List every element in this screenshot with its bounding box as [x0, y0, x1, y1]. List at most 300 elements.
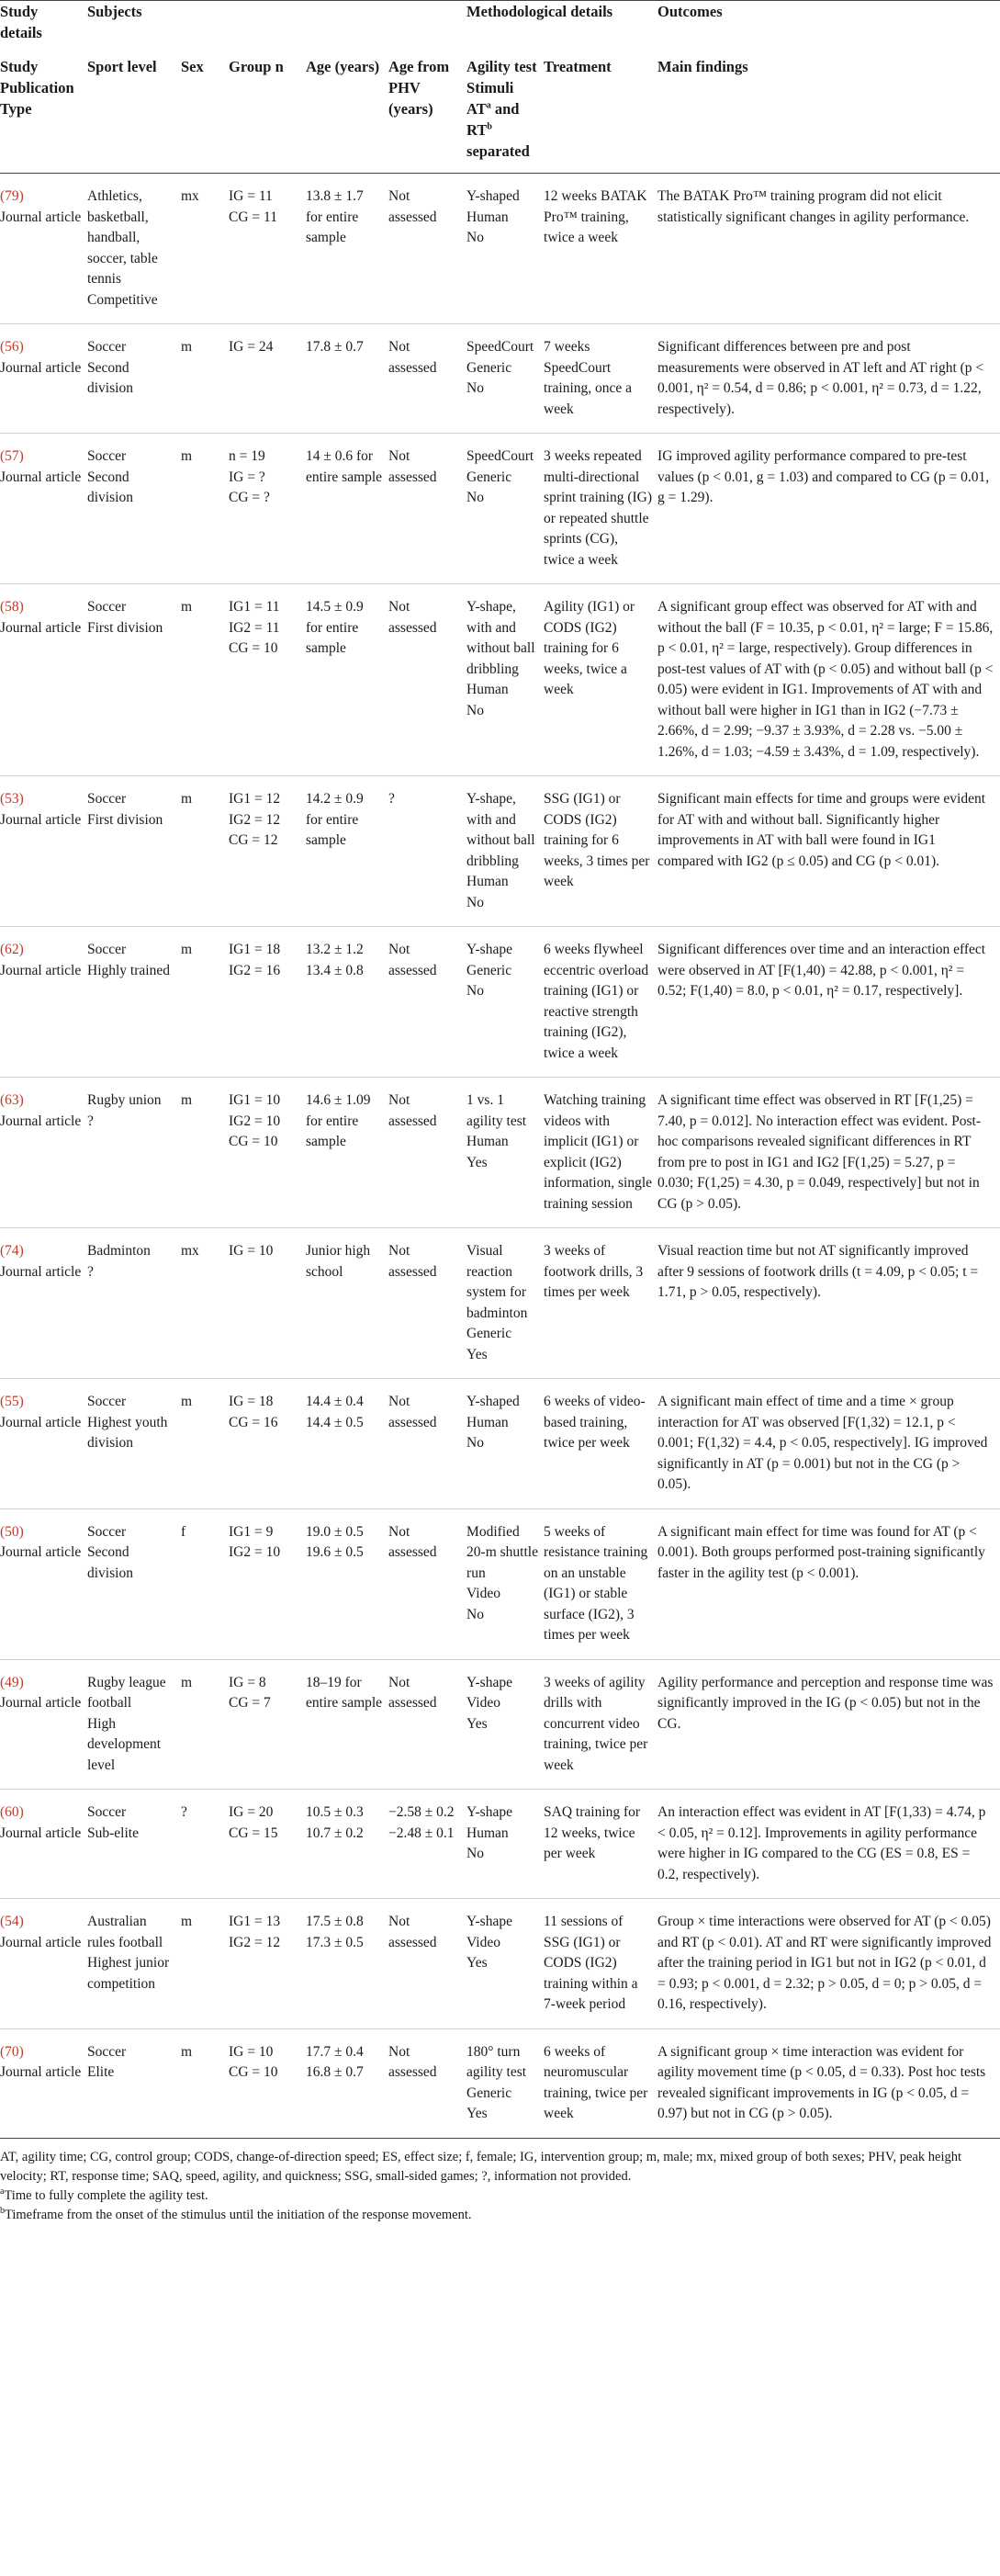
- cell-group-n-line: IG = 8: [229, 1674, 266, 1690]
- cell-group-n-line: IG2 = 10: [229, 1544, 281, 1560]
- cell-sex: m: [181, 1078, 229, 1228]
- cell-agility-test-line: Y-shaped: [466, 188, 520, 204]
- cell-main-findings: The BATAK Pro™ training program did not elicit statistically significant changes in agility performance.: [657, 174, 1000, 324]
- cell-main-findings: Visual reaction time but not AT significantly improved after 9 sessions of footwork drills (t = 4.09, p < 0.05; t = 1.71, p > 0.05, respectively).: [657, 1228, 1000, 1379]
- cell-age-from-phv: [388, 1790, 466, 1899]
- cell-sport-level-line: Second division: [87, 469, 133, 505]
- cell-age-from-phv: [388, 776, 466, 927]
- publication-type: Journal article: [0, 1825, 82, 1841]
- group-study-details: Study details: [0, 1, 87, 50]
- cell-group-n-line: CG = 7: [229, 1695, 271, 1711]
- cell-agility-test: [466, 1508, 544, 1659]
- cell-sport-level-line: Highest youth division: [87, 1414, 168, 1451]
- cell-age-line: 10.7 ± 0.2: [306, 1825, 364, 1841]
- cell-agility-test-line: Y-shape: [466, 1914, 512, 1929]
- cell-sport-level: [87, 927, 181, 1078]
- cell-agility-test-line: 180° turn agility test: [466, 2043, 527, 2080]
- cell-age-line: 13.4 ± 0.8: [306, 962, 364, 978]
- cell-agility-test-line: No: [466, 1606, 484, 1622]
- cell-sex: m: [181, 1899, 229, 2029]
- footnote-a: [0, 2186, 1000, 2206]
- col-main-findings: Main findings: [657, 49, 1000, 174]
- cell-treatment: Watching training videos with implicit (IG1) or explicit (IG2) information, single training session: [544, 1078, 657, 1228]
- cell-sport-level-line: Soccer: [87, 1394, 127, 1409]
- cell-group-n-line: IG2 = 16: [229, 962, 281, 978]
- cell-sport-level-line: Australian rules football: [87, 1914, 163, 1950]
- cell-group-n: [229, 1508, 306, 1659]
- cell-study: [0, 1228, 87, 1379]
- cell-study: [0, 776, 87, 927]
- cell-group-n-line: IG = 18: [229, 1394, 274, 1409]
- cell-age-line: Junior high school: [306, 1243, 371, 1280]
- cell-group-n: [229, 434, 306, 584]
- cell-group-n: [229, 584, 306, 776]
- cell-age-from-phv-line: Not assessed: [388, 1243, 437, 1280]
- cell-sport-level-line: Competitive: [87, 291, 158, 308]
- cell-study: [0, 2028, 87, 2138]
- cell-age: [306, 1508, 388, 1659]
- table-row: [0, 1228, 1000, 1379]
- reference-link: (50): [0, 1523, 24, 1540]
- cell-sport-level-line: Soccer: [87, 1523, 127, 1540]
- cell-agility-test-line: No: [466, 380, 484, 396]
- cell-group-n-line: IG2 = 11: [229, 619, 280, 636]
- group-methodological-details: Methodological details: [466, 1, 657, 50]
- cell-study: [0, 1659, 87, 1790]
- cell-group-n: [229, 927, 306, 1078]
- col-study: Study Publication Type: [0, 49, 87, 174]
- cell-sport-level: [87, 324, 181, 434]
- cell-age-line: 14.6 ± 1.09 for entire sample: [306, 1092, 371, 1149]
- cell-sport-level-line: Soccer: [87, 942, 127, 957]
- publication-type: Journal article: [0, 619, 82, 636]
- cell-agility-test-line: Yes: [466, 1346, 488, 1362]
- cell-agility-test-line: Yes: [466, 2106, 488, 2121]
- cell-agility-test-line: Human: [466, 1414, 509, 1430]
- reference-link: (57): [0, 448, 24, 464]
- reference-link: (60): [0, 1804, 24, 1820]
- cell-age-from-phv-line: ?: [388, 791, 395, 807]
- cell-age: [306, 434, 388, 584]
- cell-sport-level: [87, 1228, 181, 1379]
- cell-age: [306, 1659, 388, 1790]
- col-agility-test: [466, 49, 544, 174]
- cell-sex: m: [181, 1659, 229, 1790]
- table-header: [0, 1, 1000, 174]
- col-agility-label-end: separated: [466, 142, 530, 160]
- table-body: [0, 174, 1000, 2139]
- cell-age: [306, 1228, 388, 1379]
- publication-type: Journal article: [0, 1113, 82, 1129]
- cell-age-from-phv: [388, 174, 466, 324]
- table-row: [0, 1790, 1000, 1899]
- cell-agility-test-line: Modified 20-m shuttle run: [466, 1523, 538, 1581]
- cell-study: [0, 1508, 87, 1659]
- cell-agility-test-line: Generic: [466, 962, 512, 978]
- cell-group-n-line: IG2 = 12: [229, 1934, 281, 1950]
- cell-agility-test: [466, 434, 544, 584]
- cell-sport-level-line: Second division: [87, 359, 133, 396]
- table-row: [0, 584, 1000, 776]
- cell-sex: m: [181, 2028, 229, 2138]
- cell-group-n-line: IG2 = 12: [229, 811, 281, 828]
- cell-study: [0, 324, 87, 434]
- cell-treatment: 7 weeks SpeedCourt training, once a week: [544, 324, 657, 434]
- cell-age-line: 17.3 ± 0.5: [306, 1934, 364, 1950]
- cell-sport-level-line: Highly trained: [87, 962, 170, 978]
- cell-group-n-line: IG1 = 10: [229, 1092, 281, 1108]
- cell-sport-level: [87, 2028, 181, 2138]
- cell-main-findings: Group × time interactions were observed for AT (p < 0.05) and RT (p < 0.01). AT and RT were significantly improved after the training period in IG1 but not in IG2 (p < 0.01, d = 0.93; p < 0.001, d = 2.32; p > 0.05, d = 0; p > 0.05, d = 0.16, respectively).: [657, 1899, 1000, 2029]
- cell-age-from-phv-line: Not assessed: [388, 599, 437, 636]
- table-footnotes: [0, 2139, 1000, 2225]
- table-row: [0, 1659, 1000, 1790]
- col-age: Age (years): [306, 49, 388, 174]
- cell-study: [0, 174, 87, 324]
- cell-age: [306, 1379, 388, 1509]
- col-sport-level: Sport level: [87, 49, 181, 174]
- cell-age: [306, 1790, 388, 1899]
- footnote-b-text: Timeframe from the onset of the stimulus until the initiation of the response movement.: [5, 2207, 472, 2222]
- cell-agility-test: [466, 2028, 544, 2138]
- cell-age-from-phv: [388, 1899, 466, 2029]
- cell-agility-test-line: Visual reaction system for badminton: [466, 1243, 528, 1321]
- reference-link: (58): [0, 599, 24, 615]
- cell-sport-level-line: Elite: [87, 2064, 115, 2080]
- publication-type: Journal article: [0, 1414, 82, 1430]
- cell-group-n: [229, 1899, 306, 2029]
- cell-agility-test-line: SpeedCourt: [466, 448, 534, 464]
- cell-age-from-phv-line: −2.58 ± 0.2: [388, 1804, 455, 1820]
- cell-age-line: 17.7 ± 0.4: [306, 2043, 364, 2060]
- cell-sport-level-line: High development level: [87, 1715, 162, 1773]
- cell-age-from-phv: [388, 1078, 466, 1228]
- cell-sex: m: [181, 1379, 229, 1509]
- cell-agility-test-line: Y-shape: [466, 1674, 512, 1690]
- publication-type: Journal article: [0, 962, 82, 978]
- cell-sex: m: [181, 324, 229, 434]
- cell-treatment: 5 weeks of resistance training on an unstable (IG1) or stable surface (IG2), 3 times per week: [544, 1508, 657, 1659]
- cell-agility-test-line: SpeedCourt: [466, 339, 534, 355]
- cell-agility-test-line: No: [466, 230, 484, 245]
- cell-main-findings: A significant main effect of time and a time × group interaction for AT was observed [F(1,32) = 12.1, p < 0.001; F(1,32) = 4.4, p < 0.05, respectively]. IG improved significantly in AT (p = 0.001) but not in the CG (p > 0.05).: [657, 1379, 1000, 1509]
- cell-main-findings: IG improved agility performance compared to pre-test values (p < 0.01, g = 1.03) and compared to CG (p = 0.01, g = 1.29).: [657, 434, 1000, 584]
- cell-agility-test-line: Y-shape: [466, 1804, 512, 1820]
- cell-agility-test: [466, 927, 544, 1078]
- cell-agility-test: [466, 1078, 544, 1228]
- table-row: [0, 1508, 1000, 1659]
- cell-sport-level-line: Soccer: [87, 599, 127, 615]
- cell-group-n-line: n = 19: [229, 448, 265, 464]
- cell-group-n-line: IG = 10: [229, 1243, 274, 1259]
- reference-link: (54): [0, 1914, 24, 1929]
- cell-sport-level: [87, 584, 181, 776]
- group-subjects: Subjects: [87, 1, 466, 50]
- cell-age-line: 14.2 ± 0.9 for entire sample: [306, 791, 364, 848]
- cell-age-from-phv-line: Not assessed: [388, 448, 437, 485]
- cell-age: [306, 324, 388, 434]
- cell-age-line: 14 ± 0.6 for entire sample: [306, 448, 383, 485]
- cell-sport-level-line: Rugby union: [87, 1092, 162, 1108]
- cell-agility-test: [466, 1228, 544, 1379]
- publication-type: Journal article: [0, 811, 82, 828]
- cell-age-from-phv: [388, 1379, 466, 1509]
- cell-agility-test: [466, 324, 544, 434]
- cell-sex: mx: [181, 174, 229, 324]
- cell-age: [306, 1078, 388, 1228]
- cell-group-n: [229, 1228, 306, 1379]
- cell-agility-test-line: Y-shape, with and without ball dribbling: [466, 599, 535, 677]
- cell-main-findings: Significant main effects for time and groups were evident for AT with and without ball. Significantly higher improvements in AT with ball were found in IG1 compared with IG2 (p ≤ 0.05) and CG (p < 0.01).: [657, 776, 1000, 927]
- cell-age-line: 14.4 ± 0.5: [306, 1414, 364, 1430]
- cell-group-n: [229, 776, 306, 927]
- cell-age-from-phv-line: Not assessed: [388, 339, 437, 376]
- cell-agility-test-line: Generic: [466, 1326, 512, 1341]
- cell-group-n-line: IG1 = 9: [229, 1523, 274, 1540]
- cell-main-findings: Significant differences between pre and post measurements were observed in AT left and AT right (p < 0.001, η² = 0.54, d = 0.86; p < 0.001, η² = 0.73, d = 1.22, respectively).: [657, 324, 1000, 434]
- abbreviations-note: AT, agility time; CG, control group; CODS, change-of-direction speed; ES, effect size; f, female; IG, intervention group; m, male; mx, mixed group of both sexes; PHV, peak height velocity; RT, response time; SAQ, speed, agility, and quickness; SSG, small-sided games; ?, information not provided.: [0, 2149, 961, 2184]
- cell-sex: m: [181, 434, 229, 584]
- cell-sport-level-line: ?: [87, 1263, 94, 1280]
- table-row: [0, 927, 1000, 1078]
- cell-treatment: SSG (IG1) or CODS (IG2) training for 6 weeks, 3 times per week: [544, 776, 657, 927]
- cell-age-line: 13.8 ± 1.7 for entire sample: [306, 188, 364, 245]
- cell-group-n-line: CG = 12: [229, 832, 278, 848]
- cell-sport-level: [87, 1508, 181, 1659]
- cell-age-from-phv: [388, 434, 466, 584]
- cell-age-from-phv: [388, 1659, 466, 1790]
- cell-agility-test-line: Yes: [466, 1154, 488, 1170]
- publication-type: Journal article: [0, 469, 82, 485]
- cell-sport-level: [87, 1379, 181, 1509]
- table-row: [0, 776, 1000, 927]
- cell-agility-test-line: Y-shape, with and without ball dribbling: [466, 791, 535, 869]
- header-group-row: [0, 1, 1000, 50]
- cell-study: [0, 927, 87, 1078]
- col-age-from-phv: Age from PHV (years): [388, 49, 466, 174]
- cell-study: [0, 1899, 87, 2029]
- cell-agility-test-line: Generic: [466, 359, 512, 376]
- cell-agility-test-line: No: [466, 1435, 484, 1451]
- col-sex: Sex: [181, 49, 229, 174]
- cell-sport-level-line: Soccer: [87, 339, 127, 355]
- cell-group-n: [229, 2028, 306, 2138]
- cell-main-findings: Agility performance and perception and response time was significantly improved in the IG (p < 0.05) but not in the CG.: [657, 1659, 1000, 1790]
- reference-link: (53): [0, 791, 24, 807]
- cell-age-from-phv: [388, 1508, 466, 1659]
- table-row: [0, 1899, 1000, 2029]
- reference-link: (79): [0, 188, 24, 204]
- cell-agility-test-line: Yes: [466, 1715, 488, 1732]
- cell-agility-test: [466, 1379, 544, 1509]
- footnote-a-text: Time to fully complete the agility test.: [4, 2187, 208, 2203]
- cell-main-findings: An interaction effect was evident in AT [F(1,33) = 4.74, p < 0.05, η² = 0.12]. Improvements in agility performance were higher in IG compared to the CG (ES = 0.8, ES = 0.2, respectively).: [657, 1790, 1000, 1899]
- cell-sport-level: [87, 1659, 181, 1790]
- cell-age-from-phv-line: Not assessed: [388, 1914, 437, 1950]
- cell-agility-test-line: 1 vs. 1 agility test: [466, 1092, 527, 1129]
- cell-age-from-phv-line: Not assessed: [388, 188, 437, 225]
- cell-sport-level-line: Soccer: [87, 791, 127, 807]
- cell-age: [306, 584, 388, 776]
- cell-sex: ?: [181, 1790, 229, 1899]
- table-row: [0, 1078, 1000, 1228]
- cell-age-from-phv-line: −2.48 ± 0.1: [388, 1825, 455, 1841]
- cell-treatment: 3 weeks repeated multi-directional sprint training (IG) or repeated shuttle sprints (CG), twice a week: [544, 434, 657, 584]
- cell-age-from-phv-line: Not assessed: [388, 1092, 437, 1129]
- cell-age-from-phv-line: Not assessed: [388, 2043, 437, 2080]
- cell-agility-test-line: Y-shape: [466, 942, 512, 957]
- col-group-n: Group n: [229, 49, 306, 174]
- cell-sport-level: [87, 1899, 181, 2029]
- reference-link: (49): [0, 1674, 24, 1690]
- footnote-a-marker: a: [486, 100, 491, 111]
- col-agility-label-mid: and RT: [466, 100, 520, 139]
- cell-age: [306, 174, 388, 324]
- cell-sport-level-line: ?: [87, 1113, 94, 1129]
- cell-age-from-phv-line: Not assessed: [388, 942, 437, 978]
- cell-group-n-line: IG1 = 11: [229, 599, 280, 615]
- group-outcomes: Outcomes: [657, 1, 1000, 50]
- footnote-b-marker: b: [487, 121, 492, 132]
- cell-group-n: [229, 1790, 306, 1899]
- cell-agility-test-line: No: [466, 894, 484, 910]
- cell-agility-test-line: Video: [466, 1586, 500, 1601]
- cell-group-n-line: CG = 15: [229, 1825, 278, 1841]
- cell-age-from-phv-line: Not assessed: [388, 1674, 437, 1711]
- reference-link: (63): [0, 1092, 24, 1108]
- cell-treatment: 3 weeks of footwork drills, 3 times per week: [544, 1228, 657, 1379]
- cell-group-n-line: IG1 = 13: [229, 1914, 281, 1929]
- cell-sport-level-line: First division: [87, 811, 163, 828]
- cell-group-n-line: IG = 24: [229, 339, 274, 355]
- cell-agility-test-line: Generic: [466, 469, 512, 485]
- header-column-row: [0, 49, 1000, 174]
- table-row: [0, 1379, 1000, 1509]
- col-treatment: Treatment: [544, 49, 657, 174]
- cell-age-line: 13.2 ± 1.2: [306, 942, 364, 957]
- cell-treatment: 6 weeks of video-based training, twice per week: [544, 1379, 657, 1509]
- cell-agility-test-line: Human: [466, 874, 509, 889]
- col-agility-label: Agility test Stimuli AT: [466, 58, 537, 118]
- cell-sport-level-line: Soccer: [87, 2043, 127, 2060]
- footnote-b-mark: b: [0, 2205, 5, 2216]
- cell-agility-test-line: Y-shaped: [466, 1394, 520, 1409]
- cell-sex: m: [181, 776, 229, 927]
- cell-group-n-line: CG = 11: [229, 209, 277, 225]
- cell-agility-test-line: Generic: [466, 2085, 512, 2101]
- publication-type: Journal article: [0, 359, 82, 376]
- cell-agility-test-line: Human: [466, 209, 509, 225]
- cell-age-line: 17.5 ± 0.8: [306, 1914, 364, 1929]
- cell-agility-test-line: No: [466, 490, 484, 505]
- publication-type: Journal article: [0, 209, 82, 225]
- cell-age-line: 19.0 ± 0.5: [306, 1523, 364, 1540]
- cell-age: [306, 2028, 388, 2138]
- cell-group-n-line: IG = 10: [229, 2043, 274, 2060]
- cell-sport-level-line: Athletics, basketball, handball, soccer, table tennis: [87, 188, 158, 287]
- cell-sport-level-line: Second division: [87, 1544, 133, 1581]
- cell-group-n-line: CG = 10: [229, 640, 278, 656]
- table-row: [0, 174, 1000, 324]
- cell-group-n: [229, 174, 306, 324]
- cell-age-from-phv: [388, 324, 466, 434]
- cell-age-from-phv: [388, 1228, 466, 1379]
- footnote-a-mark: a: [0, 2186, 5, 2197]
- cell-agility-test-line: Human: [466, 1825, 509, 1841]
- cell-group-n-line: IG = ?: [229, 469, 265, 485]
- cell-group-n-line: IG2 = 10: [229, 1113, 281, 1129]
- cell-agility-test: [466, 1659, 544, 1790]
- footnote-b: [0, 2206, 1000, 2225]
- cell-agility-test: [466, 1790, 544, 1899]
- cell-group-n-line: IG = 11: [229, 188, 273, 204]
- cell-sex: mx: [181, 1228, 229, 1379]
- cell-age-from-phv: [388, 2028, 466, 2138]
- cell-age: [306, 1899, 388, 2029]
- cell-age-from-phv-line: Not assessed: [388, 1394, 437, 1430]
- cell-age: [306, 776, 388, 927]
- cell-age-line: 19.6 ± 0.5: [306, 1544, 364, 1560]
- reference-link: (56): [0, 339, 24, 355]
- publication-type: Journal article: [0, 1695, 82, 1711]
- cell-sport-level: [87, 174, 181, 324]
- cell-agility-test-line: Video: [466, 1695, 500, 1711]
- cell-study: [0, 434, 87, 584]
- cell-group-n-line: IG1 = 12: [229, 791, 281, 807]
- cell-age-from-phv: [388, 584, 466, 776]
- cell-sport-level: [87, 434, 181, 584]
- reference-link: (62): [0, 942, 24, 957]
- cell-group-n: [229, 324, 306, 434]
- cell-study: [0, 584, 87, 776]
- cell-age-line: 10.5 ± 0.3: [306, 1804, 364, 1820]
- cell-group-n-line: CG = 10: [229, 1134, 278, 1149]
- cell-agility-test: [466, 174, 544, 324]
- cell-treatment: 11 sessions of SSG (IG1) or CODS (IG2) training within a 7-week period: [544, 1899, 657, 2029]
- cell-age-line: 17.8 ± 0.7: [306, 339, 364, 355]
- cell-sport-level: [87, 1078, 181, 1228]
- reference-link: (55): [0, 1394, 24, 1409]
- cell-sex: m: [181, 584, 229, 776]
- cell-main-findings: A significant time effect was observed in RT [F(1,25) = 7.40, p = 0.012]. No interaction effect was evident. Post-hoc comparisons revealed significant differences in RT from pre to post in IG1 and IG2 [F(1,25) = 5.27, p = 0.030; F(1,25) = 4.30, p = 0.049, respectively] but not in CG (p > 0.05).: [657, 1078, 1000, 1228]
- cell-group-n-line: IG = 20: [229, 1804, 274, 1820]
- publication-type: Journal article: [0, 1544, 82, 1560]
- cell-group-n-line: CG = ?: [229, 490, 270, 505]
- cell-group-n-line: CG = 10: [229, 2064, 278, 2080]
- cell-sport-level-line: Highest junior competition: [87, 1955, 170, 1992]
- table-row: [0, 324, 1000, 434]
- cell-main-findings: A significant group effect was observed for AT with and without the ball (F = 10.35, p < 0.01, η² = large; F = 15.86, p < 0.01, η² = large, respectively). Group differences in post-test values of AT with (p < 0.05) and without ball (p < 0.05) were evident in IG1. Improvements of AT with and without ball were higher in IG1 than in IG2 (−7.73 ± 2.66%, d = 2.99; −9.37 ± 3.93%, d = 2.28 vs. −5.00 ± 1.26%, d = 1.03; −4.59 ± 3.43%, d = 1.09, respectively).: [657, 584, 1000, 776]
- cell-sex: f: [181, 1508, 229, 1659]
- publication-type: Journal article: [0, 1263, 82, 1280]
- cell-sport-level: [87, 1790, 181, 1899]
- cell-age-line: 18–19 for entire sample: [306, 1674, 383, 1711]
- cell-study: [0, 1379, 87, 1509]
- publication-type: Journal article: [0, 2064, 82, 2080]
- cell-treatment: SAQ training for 12 weeks, twice per week: [544, 1790, 657, 1899]
- cell-group-n: [229, 1659, 306, 1790]
- cell-treatment: Agility (IG1) or CODS (IG2) training for 6 weeks, twice a week: [544, 584, 657, 776]
- cell-sport-level-line: Badminton: [87, 1243, 151, 1259]
- publication-type: Journal article: [0, 1934, 82, 1950]
- cell-group-n: [229, 1078, 306, 1228]
- cell-sport-level-line: Soccer: [87, 1804, 127, 1820]
- cell-agility-test-line: Human: [466, 682, 509, 697]
- table-row: [0, 2028, 1000, 2138]
- cell-agility-test: [466, 584, 544, 776]
- cell-sex: m: [181, 927, 229, 1078]
- cell-sport-level-line: Rugby league football: [87, 1674, 166, 1711]
